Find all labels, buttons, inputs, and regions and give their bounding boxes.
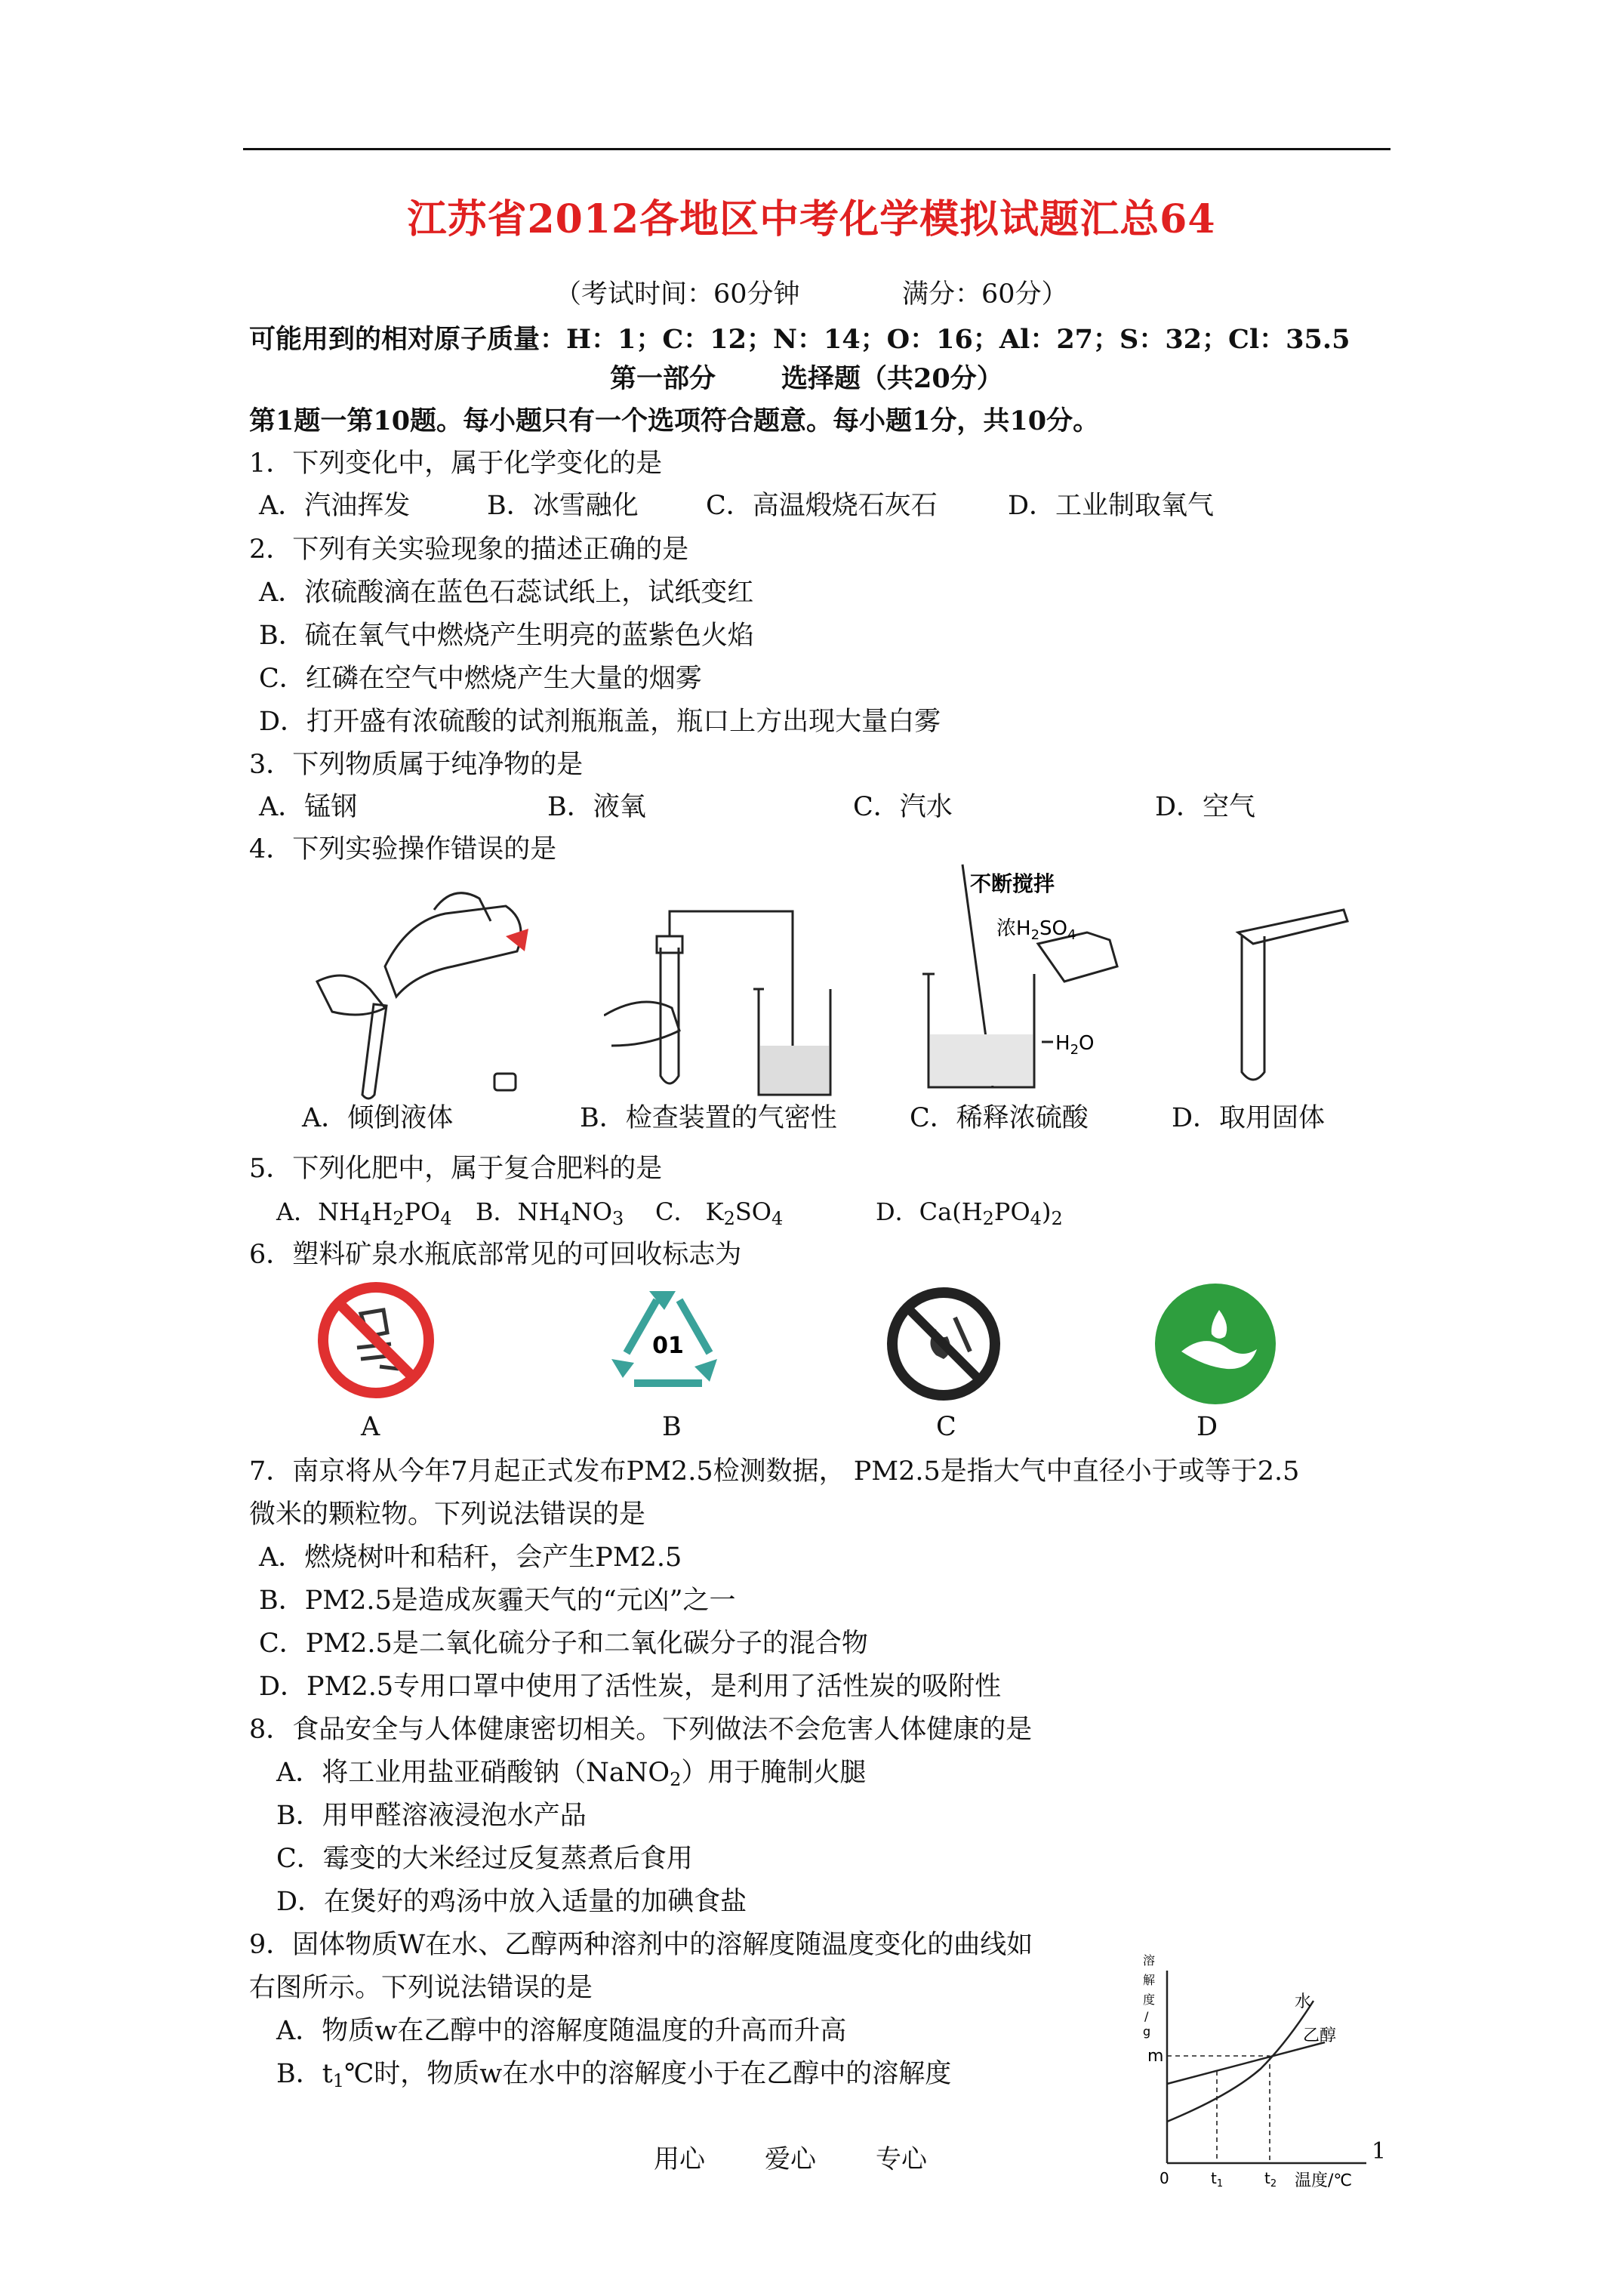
q1-stem: 1．下列变化中，属于化学变化的是 [249,448,663,479]
q7-stem-line1: 7．南京将从今年7月起正式发布PM2.5检测数据， PM2.5是指大气中直径小于或等于2.5 [249,1456,1300,1487]
water-label: $H_2O$ [1055,1032,1095,1058]
green-food-sign [1151,1280,1280,1408]
page-title: 江苏省2012各地区中考化学模拟试题汇总64 [407,196,1216,242]
airtightness-figure [604,902,845,1106]
q5-option-a: A．$NH_4H_2PO_4$ [276,1197,452,1229]
ethanol-label: 乙醇 [1303,2026,1337,2045]
y-axis-label-2: 解 [1143,1973,1156,1987]
y-axis-label-1: 溶 [1143,1953,1156,1968]
q8-option-c: C．霉变的大米经过反复蒸煮后食用 [276,1844,693,1874]
atomic-mass-note: 可能用到的相对原子质量：H：1；C：12；N：14；O：16；Al：27；S：32；Cl：35.5 [249,324,1350,355]
q6-stem: 6．塑料矿泉水瓶底部常见的可回收标志为 [249,1240,742,1270]
t2-label: $t_2$ [1264,2169,1277,2190]
q4-option-a: A．倾倒液体 [302,1103,454,1133]
q1-option-c: C．高温煅烧石灰石 [706,491,938,521]
section-name: 第一部分 [610,363,716,394]
q6-label-a: A [361,1412,380,1442]
page-number: 1 [1372,2138,1387,2165]
q6-label-d: D [1196,1412,1218,1442]
acid-label: 浓$H_2SO_4$ [996,917,1076,943]
q8-option-d: D．在煲好的鸡汤中放入适量的加碘食盐 [276,1887,747,1917]
q2-option-b: B．硫在氧气中燃烧产生明亮的蓝紫色火焰 [259,621,754,651]
q2-option-d: D．打开盛有浓硫酸的试剂瓶瓶盖，瓶口上方出现大量白雾 [259,707,941,737]
no-logging-sign [316,1280,436,1401]
q6-label-c: C [936,1412,956,1442]
q7-option-d: D．PM2.5专用口罩中使用了活性炭，是利用了活性炭的吸附性 [259,1672,1002,1702]
m-label: m [1147,2047,1164,2066]
paper-trough [1238,910,1347,944]
t1-label: $t_1$ [1211,2169,1224,2190]
q2-stem: 2．下列有关实验现象的描述正确的是 [249,535,689,565]
hand [604,1002,679,1046]
q4-option-c: C．稀释浓硫酸 [910,1103,1089,1133]
header-rule [243,148,1390,150]
q5-option-b: B．$NH_4NO_3$ [476,1197,624,1229]
q9-option-b: B．$t_1℃$时，物质w在水中的溶解度小于在乙醇中的溶解度 [276,2059,952,2091]
test-tube [1242,936,1264,1080]
recycle-sign [604,1284,732,1404]
q3-stem: 3．下列物质属于纯净物的是 [249,750,584,780]
q1-option-b: B．冰雪融化 [487,491,639,521]
take-solid-figure [1208,898,1359,1095]
water-curve [1167,2001,1313,2122]
y-axis-label-4: / [1144,2009,1149,2023]
beaker-water [760,1046,829,1093]
q8-option-a: A．将工业用盐亚硝酸钠（NaNO$_2$）用于腌制火腿 [276,1758,867,1790]
q3-option-d: D．空气 [1155,792,1256,822]
origin-label: 0 [1160,2169,1169,2187]
beaker-water [930,1034,1033,1086]
ethanol-curve [1167,2042,1325,2084]
q5-option-d: D．$Ca(H_2PO_4)_2$ [876,1197,1063,1229]
test-tube [362,1004,387,1099]
section-title: 选择题（共20分） [781,363,1003,394]
q6-label-b: B [662,1412,682,1442]
q2-option-a: A．浓硫酸滴在蓝色石蕊试纸上，试纸变红 [259,578,754,608]
reagent-bottle [385,906,521,997]
q1-option-d: D．工业制取氧气 [1008,491,1215,521]
delivery-tube [670,911,793,1053]
solubility-graph [1132,1948,1381,2197]
holding-hand [317,975,385,1015]
q4-option-b: B．检查装置的气密性 [580,1103,837,1133]
footer-text-1: 用心 [654,2144,705,2174]
q9-stem-line1: 9．固体物质W在水、乙醇两种溶剂中的溶解度随温度变化的曲线如 [249,1930,1033,1960]
q4-stem: 4．下列实验操作错误的是 [249,834,557,864]
q3-option-b: B．液氧 [547,792,646,822]
q7-stem-line2: 微米的颗粒物。下列说法错误的是 [249,1499,646,1530]
stir-label: 不断搅拌 [970,871,1055,896]
footer-text-2: 爱心 [765,2144,816,2174]
dilute-acid-figure [891,861,1132,1102]
pouring-hand [434,893,491,921]
pour-liquid-figure [302,876,544,1102]
bottle-stopper [494,1074,516,1090]
q8-option-b: B．用甲醛溶液浸泡水产品 [276,1801,587,1831]
q7-option-c: C．PM2.5是二氧化硫分子和二氧化碳分子的混合物 [259,1629,868,1659]
q9-option-a: A．物质w在乙醇中的溶解度随温度的升高而升高 [276,2016,847,2046]
q3-option-a: A．锰钢 [259,792,358,822]
q4-option-d: D．取用固体 [1172,1103,1326,1133]
q7-option-b: B．PM2.5是造成灰霾天气的“元凶”之一 [259,1586,736,1616]
q5-option-c: C． $K_2SO_4$ [655,1197,784,1229]
exam-time: （考试时间：60分钟 [555,279,800,310]
q9-stem-line2: 右图所示。下列说法错误的是 [249,1973,593,2003]
instructions: 第1题一第10题。每小题只有一个选项符合题意。每小题1分，共10分。 [249,405,1100,436]
q1-option-a: A．汽油挥发 [259,491,411,521]
q7-option-a: A．燃烧树叶和秸秆，会产生PM2.5 [259,1542,682,1573]
footer-text-3: 专心 [876,2144,927,2174]
y-axis-label-3: 度 [1143,1992,1156,2007]
recycle-code: 01 [652,1333,684,1359]
no-fire-sign [883,1284,1004,1404]
test-tube [661,948,679,1083]
q2-option-c: C．红磷在空气中燃烧产生大量的烟雾 [259,664,702,694]
x-axis-label: 温度/℃ [1295,2171,1353,2190]
water-label: 水 [1295,1992,1312,2011]
q3-option-c: C．汽水 [853,792,953,822]
exam-full-score: 满分：60分） [902,279,1068,310]
q8-stem: 8．食品安全与人体健康密切相关。下列做法不会危害人体健康的是 [249,1715,1033,1745]
q5-stem: 5．下列化肥中，属于复合肥料的是 [249,1154,663,1184]
y-axis-label-5: g [1143,2024,1151,2039]
